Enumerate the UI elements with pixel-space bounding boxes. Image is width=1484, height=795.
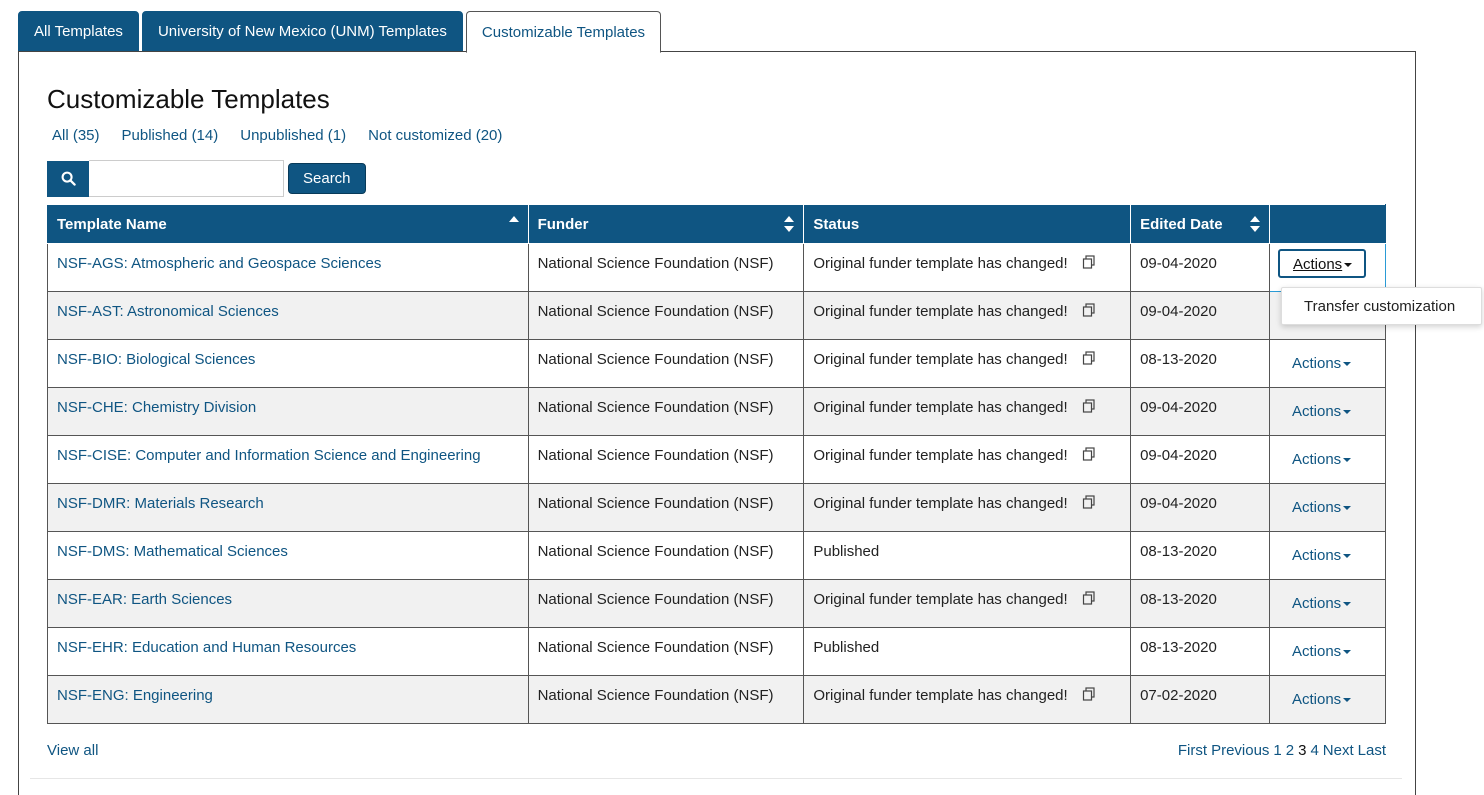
cell-status xyxy=(804,484,1131,532)
caret-down-icon xyxy=(1343,506,1351,510)
template-link[interactable]: NSF-DMR: Materials Research xyxy=(57,495,264,512)
cell-actions xyxy=(1269,532,1385,580)
sort-asc-icon[interactable] xyxy=(509,215,519,233)
actions-label: Actions xyxy=(1292,256,1343,273)
status-filters xyxy=(52,127,502,144)
header-label: Funder xyxy=(537,215,589,233)
cell-edited-date: 07-02-2020 xyxy=(1131,676,1270,724)
actions-label: Actions xyxy=(1291,595,1342,612)
cell-funder: National Science Foundation (NSF) xyxy=(528,580,804,628)
cell-edited-date: 08-13-2020 xyxy=(1131,532,1270,580)
status-text: Original funder template has changed! xyxy=(813,447,1068,464)
caret-down-icon xyxy=(1343,698,1351,702)
cell-funder: National Science Foundation (NSF) xyxy=(528,340,804,388)
copy-icon[interactable] xyxy=(1082,399,1096,413)
table-row xyxy=(48,532,1386,580)
cell-edited-date: 09-04-2020 xyxy=(1131,388,1270,436)
search-input[interactable] xyxy=(89,160,284,197)
actions-button[interactable] xyxy=(1292,643,1351,660)
template-link[interactable]: NSF-CHE: Chemistry Division xyxy=(57,399,257,416)
filter-unpublished[interactable]: Unpublished (1) xyxy=(240,127,347,144)
cell-name xyxy=(48,292,529,340)
template-link[interactable]: NSF-ENG: Engineering xyxy=(57,687,213,704)
cell-funder: National Science Foundation (NSF) xyxy=(528,676,804,724)
templates-table xyxy=(47,204,1386,724)
table-header-row xyxy=(48,205,1386,244)
header-status xyxy=(804,205,1131,244)
cell-actions xyxy=(1269,388,1385,436)
sort-icon[interactable] xyxy=(1250,215,1260,233)
cell-funder: National Science Foundation (NSF) xyxy=(528,628,804,676)
actions-dropdown-menu xyxy=(1281,287,1482,325)
status-text: Published xyxy=(813,543,880,560)
actions-button[interactable] xyxy=(1292,355,1351,372)
template-link[interactable]: NSF-AST: Astronomical Sciences xyxy=(57,303,279,320)
cell-name xyxy=(48,580,529,628)
actions-label: Actions xyxy=(1291,355,1342,372)
actions-label: Actions xyxy=(1291,691,1342,708)
caret-down-icon xyxy=(1343,650,1351,654)
cell-status xyxy=(804,676,1131,724)
divider xyxy=(30,778,1402,779)
actions-button[interactable] xyxy=(1292,403,1351,420)
template-link[interactable]: NSF-DMS: Mathematical Sciences xyxy=(57,543,288,560)
page-title: Customizable Templates xyxy=(47,84,330,114)
cell-funder: National Science Foundation (NSF) xyxy=(528,532,804,580)
cell-edited-date: 08-13-2020 xyxy=(1131,340,1270,388)
cell-actions xyxy=(1269,244,1385,292)
cell-status xyxy=(804,244,1131,292)
copy-icon[interactable] xyxy=(1082,447,1096,461)
pager-page-2[interactable]: 2 xyxy=(1285,742,1295,759)
table-row xyxy=(48,580,1386,628)
status-text: Original funder template has changed! xyxy=(813,495,1068,512)
cell-name xyxy=(48,340,529,388)
tab-unm-templates[interactable]: University of New Mexico (UNM) Templates xyxy=(142,11,463,52)
pager-page-3: 3 xyxy=(1298,742,1307,759)
cell-name xyxy=(48,628,529,676)
table-row xyxy=(48,676,1386,724)
header-label: Edited Date xyxy=(1140,215,1223,233)
copy-icon[interactable] xyxy=(1082,591,1096,605)
cell-funder: National Science Foundation (NSF) xyxy=(528,388,804,436)
actions-button[interactable] xyxy=(1278,249,1366,278)
table-row xyxy=(48,484,1386,532)
view-all-link[interactable]: View all xyxy=(47,742,99,759)
cell-name xyxy=(48,388,529,436)
actions-button[interactable] xyxy=(1292,451,1351,468)
cell-actions xyxy=(1269,484,1385,532)
status-text: Original funder template has changed! xyxy=(813,255,1068,272)
actions-label: Actions xyxy=(1291,499,1342,516)
cell-name xyxy=(48,676,529,724)
cell-name xyxy=(48,244,529,292)
caret-down-icon xyxy=(1343,554,1351,558)
pager-last[interactable]: Last xyxy=(1357,742,1386,759)
tab-all-templates[interactable]: All Templates xyxy=(18,11,139,52)
filter-published[interactable]: Published (14) xyxy=(121,127,219,144)
template-tabs xyxy=(18,11,661,53)
table-row xyxy=(48,340,1386,388)
cell-status xyxy=(804,340,1131,388)
search-bar xyxy=(47,160,366,197)
pager-first[interactable]: First xyxy=(1177,742,1208,759)
table-row xyxy=(48,388,1386,436)
cell-name xyxy=(48,436,529,484)
filter-not-customized[interactable]: Not customized (20) xyxy=(368,127,503,144)
pager-previous[interactable]: Previous xyxy=(1211,742,1270,759)
status-text: Original funder template has changed! xyxy=(813,351,1068,368)
copy-icon[interactable] xyxy=(1082,687,1096,701)
status-text: Published xyxy=(813,639,880,656)
status-text: Original funder template has changed! xyxy=(813,687,1068,704)
menu-item-transfer-customization[interactable]: Transfer customization xyxy=(1304,298,1456,315)
template-link[interactable]: NSF-EHR: Education and Human Resources xyxy=(57,639,357,656)
template-link[interactable]: NSF-AGS: Atmospheric and Geospace Sciences xyxy=(57,255,382,272)
caret-down-icon xyxy=(1343,410,1351,414)
cell-edited-date: 09-04-2020 xyxy=(1131,292,1270,340)
cell-status xyxy=(804,532,1131,580)
cell-edited-date: 08-13-2020 xyxy=(1131,628,1270,676)
table-row xyxy=(48,436,1386,484)
cell-status xyxy=(804,628,1131,676)
status-text: Original funder template has changed! xyxy=(813,591,1068,608)
cell-status xyxy=(804,580,1131,628)
cell-actions xyxy=(1269,436,1385,484)
status-text: Original funder template has changed! xyxy=(813,303,1068,320)
header-label: Status xyxy=(813,215,860,233)
actions-label: Actions xyxy=(1291,643,1342,660)
cell-status xyxy=(804,436,1131,484)
template-link[interactable]: NSF-EAR: Earth Sciences xyxy=(57,591,233,608)
status-text: Original funder template has changed! xyxy=(813,399,1068,416)
template-link[interactable]: NSF-BIO: Biological Sciences xyxy=(57,351,256,368)
caret-down-icon xyxy=(1343,458,1351,462)
cell-edited-date: 09-04-2020 xyxy=(1131,436,1270,484)
cell-name xyxy=(48,484,529,532)
copy-icon[interactable] xyxy=(1082,351,1096,365)
pager-page-1[interactable]: 1 xyxy=(1273,742,1282,759)
header-template-name[interactable] xyxy=(48,205,529,244)
cell-actions xyxy=(1269,676,1385,724)
filter-all[interactable]: All (35) xyxy=(52,127,100,144)
cell-edited-date: 08-13-2020 xyxy=(1131,580,1270,628)
header-label: Template Name xyxy=(57,215,167,233)
actions-button[interactable] xyxy=(1292,691,1351,708)
copy-icon[interactable] xyxy=(1082,495,1096,509)
cell-actions xyxy=(1269,580,1385,628)
table-row xyxy=(48,244,1386,292)
sort-icon[interactable] xyxy=(784,215,794,233)
pagination xyxy=(1178,742,1386,759)
actions-button[interactable] xyxy=(1292,595,1351,612)
actions-label: Actions xyxy=(1291,403,1342,420)
actions-label: Actions xyxy=(1291,451,1342,468)
cell-funder: National Science Foundation (NSF) xyxy=(528,292,804,340)
header-edited-date[interactable] xyxy=(1131,205,1270,244)
table-row xyxy=(48,292,1386,340)
template-link[interactable]: NSF-CISE: Computer and Information Science and Engineering xyxy=(57,447,481,464)
header-actions xyxy=(1269,205,1385,244)
actions-button[interactable] xyxy=(1292,499,1351,516)
table-row xyxy=(48,628,1386,676)
search-button[interactable]: Search xyxy=(288,163,366,194)
header-funder[interactable] xyxy=(528,205,804,244)
pager-next[interactable]: Next xyxy=(1322,742,1354,759)
cell-edited-date: 09-04-2020 xyxy=(1131,484,1270,532)
actions-label: Actions xyxy=(1291,547,1342,564)
copy-icon[interactable] xyxy=(1082,255,1096,269)
cell-actions xyxy=(1269,340,1385,388)
cell-name xyxy=(48,532,529,580)
tab-customizable-templates[interactable]: Customizable Templates xyxy=(466,11,661,53)
caret-down-icon xyxy=(1344,263,1352,267)
cell-funder: National Science Foundation (NSF) xyxy=(528,484,804,532)
cell-funder: National Science Foundation (NSF) xyxy=(528,436,804,484)
cell-edited-date: 09-04-2020 xyxy=(1131,244,1270,292)
caret-down-icon xyxy=(1343,362,1351,366)
cell-funder: National Science Foundation (NSF) xyxy=(528,244,804,292)
cell-actions xyxy=(1269,628,1385,676)
caret-down-icon xyxy=(1343,602,1351,606)
cell-status xyxy=(804,292,1131,340)
actions-button[interactable] xyxy=(1292,547,1351,564)
pager-page-4[interactable]: 4 xyxy=(1310,742,1319,759)
cell-status xyxy=(804,388,1131,436)
copy-icon[interactable] xyxy=(1082,303,1096,317)
search-icon xyxy=(47,161,89,197)
